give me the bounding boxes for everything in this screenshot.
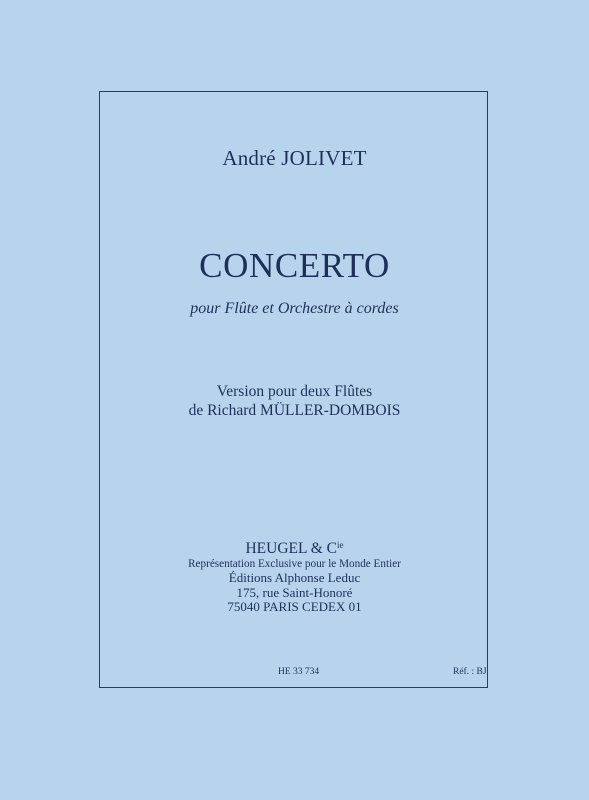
version-line-2: de Richard MÜLLER-DOMBOIS: [188, 402, 401, 419]
version-note: [0, 382, 589, 420]
work-subtitle: pour Flûte et Orchestre à cordes: [190, 300, 399, 317]
publisher-name-text: HEUGEL & C: [245, 540, 338, 557]
publisher-name-sup: ie: [337, 540, 344, 550]
publisher-line-4: 75040 PARIS CEDEX 01: [227, 599, 362, 614]
catalog-number: HE 33 734: [278, 667, 320, 677]
publisher-line-1: Représentation Exclusive pour le Monde Entier: [188, 558, 401, 570]
publisher-line-3: 175, rue Saint-Honoré: [236, 584, 353, 600]
publisher-line-2: Éditions Alphonse Leduc: [228, 570, 361, 585]
publisher-block: [0, 536, 589, 615]
reference-code: Réf. : BJ: [453, 667, 487, 677]
composer-name: André JOLIVET: [222, 146, 367, 170]
work-title: CONCERTO: [199, 246, 390, 285]
publisher-name: [0, 536, 589, 558]
version-line-1: Version pour deux Flûtes: [216, 383, 373, 400]
